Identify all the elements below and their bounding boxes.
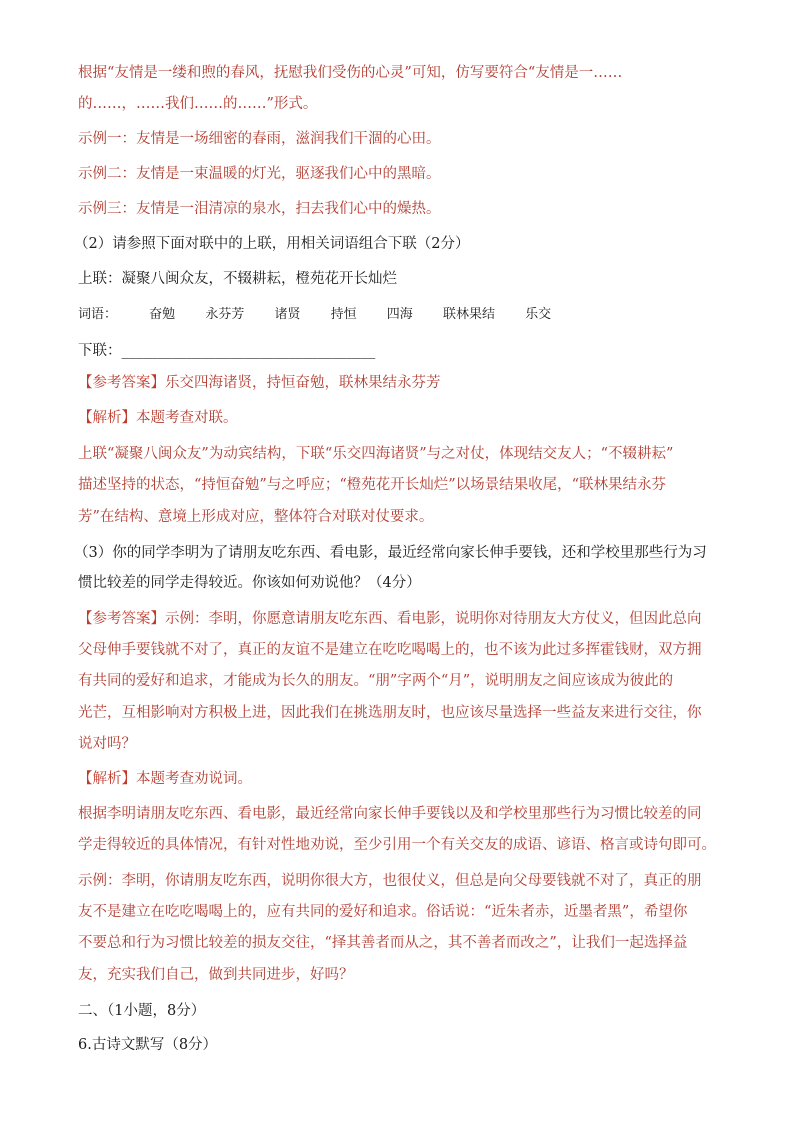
answer-tag: 【参考答案】 <box>78 375 165 391</box>
question-2: （2）请参照下面对联中的上联，用相关词语组合下联（2分） <box>74 236 470 252</box>
answer-text: 乐交四海诸贤，持恒奋勉，联林果结永芬芳 <box>165 375 441 391</box>
couplet-upper: 上联：凝聚八闽众友，不辍耕耘，橙苑花开长灿烂 <box>78 271 397 287</box>
analysis-line: 的……，……我们……的……”形式。 <box>78 96 318 112</box>
word-bank-label: 词语： <box>78 307 118 322</box>
answer-line: 说对吗？ <box>78 736 136 752</box>
word-item: 四海 <box>386 307 413 322</box>
answer-line: 光芒，互相影响对方积极上进，因此我们在挑选朋友时，也应该尽量选择一些益友来进行交往，你 <box>78 705 702 721</box>
example-line: 示例三：友情是一泪清凉的泉水，扫去我们心中的燥热。 <box>78 201 441 217</box>
example-line: 示例一：友情是一场细密的春雨，滋润我们干涸的心田。 <box>78 131 441 147</box>
word-item: 永芬芳 <box>205 307 245 322</box>
word-bank <box>78 305 577 325</box>
analysis-line: 不要总和行为习惯比较差的损友交往，“择其善者而从之，其不善者而改之”，让我们一起选择益 <box>78 935 688 951</box>
analysis-tag: 【解析】 <box>78 410 136 426</box>
word-item: 诸贤 <box>274 307 301 322</box>
answer-2 <box>78 373 441 393</box>
analysis-text: 本题考查对联。 <box>136 410 238 426</box>
answer-tag: 【参考答案】 <box>78 611 165 627</box>
couplet-lower-blank: 下联：___________________________________ <box>78 343 376 359</box>
analysis-line: 芳”在结构、意境上形成对应，整体符合对联对仗要求。 <box>78 509 434 525</box>
word-item: 奋勉 <box>149 307 176 322</box>
analysis-line: 根据“友情是一缕和煦的春风，抚慰我们受伤的心灵”可知，仿写要符合“友情是一…… <box>78 65 623 81</box>
analysis-tag: 【解析】 <box>78 771 136 787</box>
analysis-3-title <box>78 769 252 789</box>
answer-text: 示例：李明，你愿意请朋友吃东西、看电影，说明你对待朋友大方仗义，但因此总向 <box>165 611 702 627</box>
answer-line: 父母伸手要钱就不对了，真正的友谊不是建立在吃吃喝喝上的，也不该为此过多挥霍钱财，双方拥 <box>78 642 702 658</box>
analysis-line: 友，充实我们自己，做到共同进步，好吗？ <box>78 967 354 983</box>
question-6: 6.古诗文默写（8分） <box>78 1037 218 1053</box>
analysis-line: 根据李明请朋友吃东西、看电影，最近经常向家长伸手要钱以及和学校里那些行为习惯比较差的同 <box>78 806 702 822</box>
section-heading: 二、（1小题，8分） <box>78 1003 206 1019</box>
analysis-line: 示例：李明，你请朋友吃东西，说明你很大方，也很仗义，但总是向父母要钱就不对了，真正的朋 <box>78 873 702 889</box>
question-3: 惯比较差的同学走得较近。你该如何劝说他？（4分） <box>78 575 421 591</box>
analysis-line: 友不是建立在吃吃喝喝上的，应有共同的爱好和追求。俗话说：“近朱者赤，近墨者黑”，希望你 <box>78 904 688 920</box>
analysis-line: 描述坚持的状态，“持恒奋勉”与之呼应；“橙苑花开长灿烂”以场景结果收尾，“联林果结永芬 <box>78 477 667 493</box>
analysis-line: 上联“凝聚八闽众友”为动宾结构，下联“乐交四海诸贤”与之对仗，体现结交友人；“不辍耕耘” <box>78 446 674 462</box>
question-3: （3）你的同学李明为了请朋友吃东西、看电影，最近经常向家长伸手要钱，还和学校里那些行为习 <box>74 545 707 561</box>
answer-line: 有共同的爱好和追求，才能成为长久的朋友。“朋”字两个“月”，说明朋友之间应该成为彼此的 <box>78 673 674 689</box>
analysis-2-title <box>78 408 238 428</box>
answer-3 <box>78 609 702 629</box>
analysis-text: 本题考查劝说词。 <box>136 771 252 787</box>
word-item: 持恒 <box>330 307 357 322</box>
analysis-line: 学走得较近的具体情况，有针对性地劝说，至少引用一个有关交友的成语、谚语、格言或诗句即可。 <box>78 837 716 853</box>
word-item: 联林果结 <box>442 307 495 322</box>
example-line: 示例二：友情是一束温暖的灯光，驱逐我们心中的黑暗。 <box>78 166 441 182</box>
word-item: 乐交 <box>525 307 552 322</box>
